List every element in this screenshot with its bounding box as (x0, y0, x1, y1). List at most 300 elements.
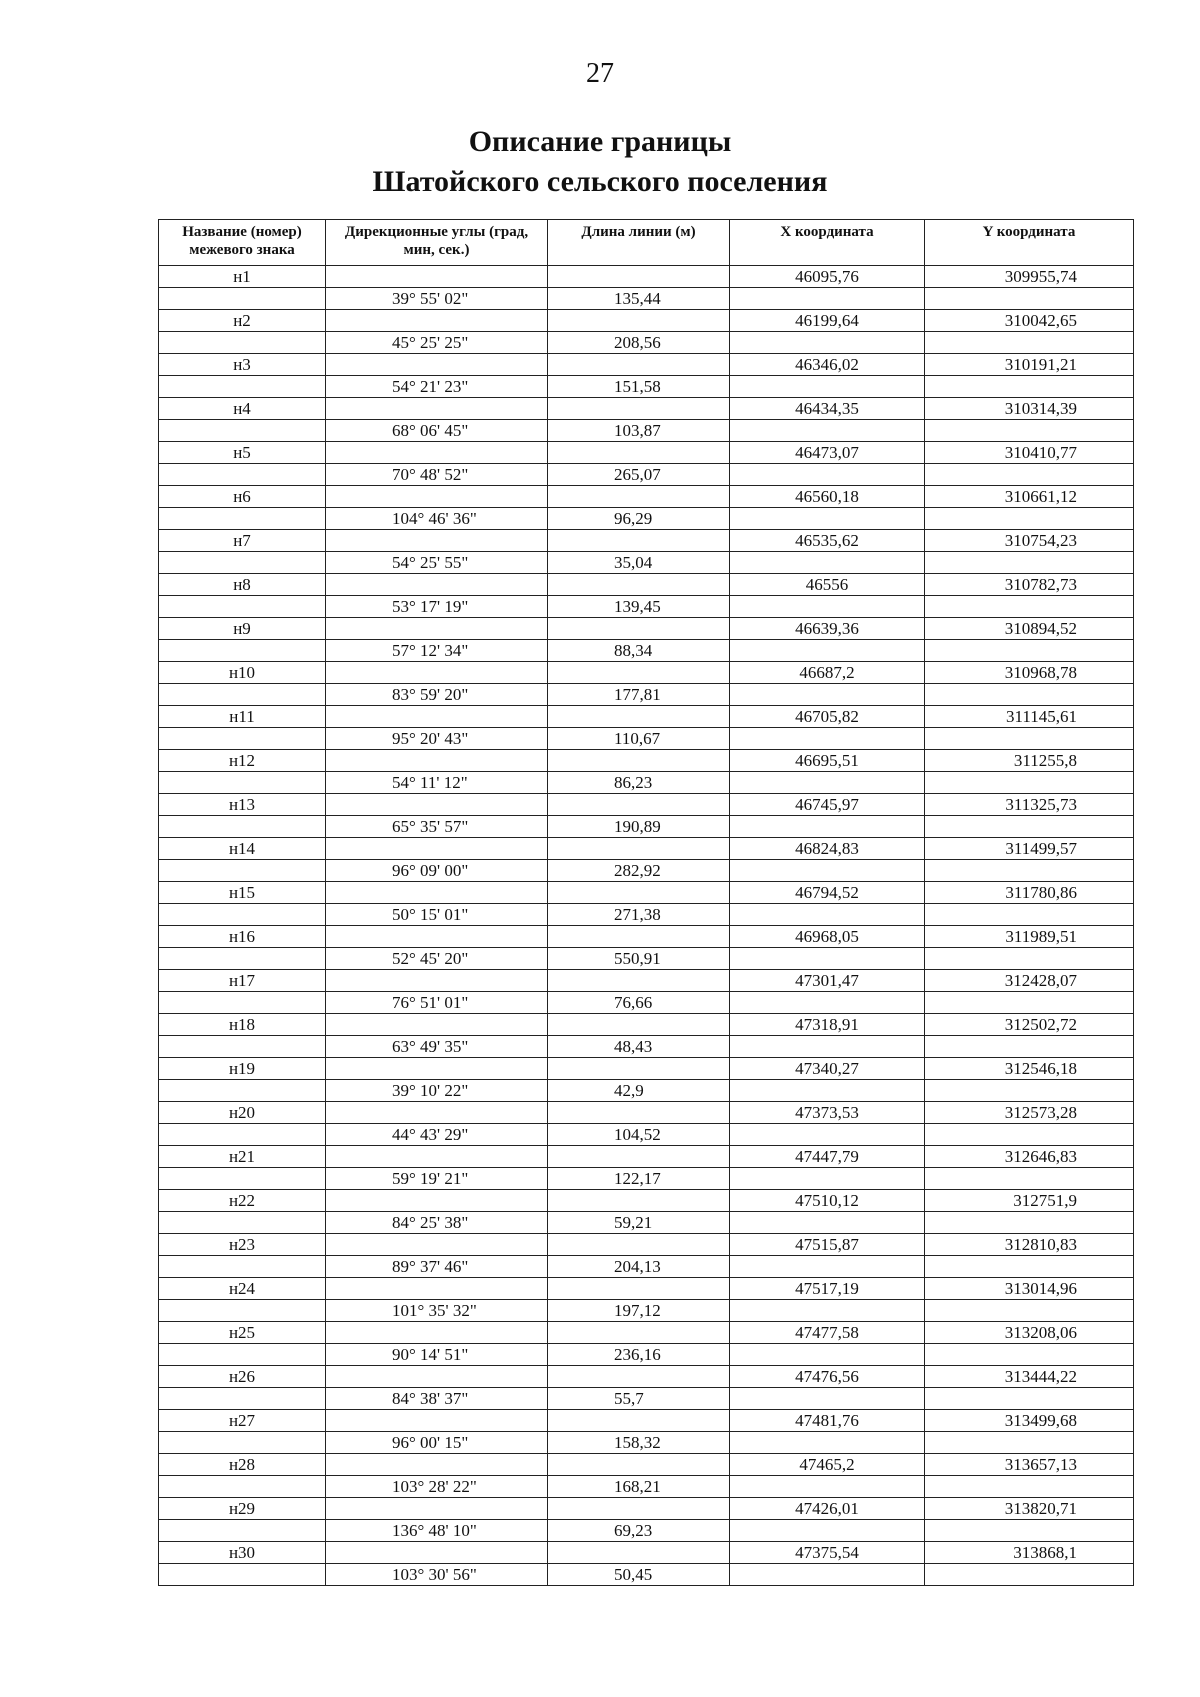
cell-y-coordinate: 310968,78 (925, 662, 1134, 684)
cell-line-length (548, 1102, 730, 1124)
cell-y-coordinate: 313014,96 (925, 1278, 1134, 1300)
cell-bearing: 39° 10' 22" (326, 1080, 548, 1102)
cell-y-coordinate (925, 728, 1134, 750)
cell-bearing (326, 1454, 548, 1476)
cell-y-coordinate: 310314,39 (925, 398, 1134, 420)
cell-line-length (548, 1146, 730, 1168)
table-row (159, 1102, 1134, 1124)
cell-marker-name: н28 (159, 1454, 326, 1476)
table-row (159, 442, 1134, 464)
table-row (159, 1058, 1134, 1080)
header-line-length: Длина линии (м) (548, 220, 730, 266)
boundary-table (158, 219, 1134, 1586)
cell-marker-name: н5 (159, 442, 326, 464)
cell-x-coordinate (730, 684, 925, 706)
table-row (159, 926, 1134, 948)
cell-bearing: 136° 48' 10" (326, 1520, 548, 1542)
cell-line-length: 35,04 (548, 552, 730, 574)
cell-y-coordinate (925, 684, 1134, 706)
cell-marker-name (159, 1476, 326, 1498)
cell-marker-name (159, 1124, 326, 1146)
cell-x-coordinate (730, 332, 925, 354)
header-bearing: Дирекционные углы (град, мин, сек.) (326, 220, 548, 266)
cell-marker-name: н7 (159, 530, 326, 552)
cell-bearing: 101° 35' 32" (326, 1300, 548, 1322)
cell-marker-name: н15 (159, 882, 326, 904)
cell-line-length (548, 1190, 730, 1212)
cell-x-coordinate: 46639,36 (730, 618, 925, 640)
cell-marker-name (159, 860, 326, 882)
cell-y-coordinate (925, 1168, 1134, 1190)
cell-marker-name (159, 1036, 326, 1058)
header-x-coordinate: X координата (730, 220, 925, 266)
cell-line-length (548, 530, 730, 552)
cell-line-length: 135,44 (548, 288, 730, 310)
cell-marker-name: н20 (159, 1102, 326, 1124)
table-row (159, 596, 1134, 618)
table-row (159, 420, 1134, 442)
table-row (159, 486, 1134, 508)
cell-x-coordinate (730, 728, 925, 750)
cell-marker-name (159, 816, 326, 838)
table-row (159, 662, 1134, 684)
cell-y-coordinate (925, 1080, 1134, 1102)
table-row (159, 684, 1134, 706)
cell-y-coordinate (925, 1256, 1134, 1278)
table-row (159, 860, 1134, 882)
cell-x-coordinate (730, 1256, 925, 1278)
cell-marker-name: н16 (159, 926, 326, 948)
cell-y-coordinate: 310191,21 (925, 354, 1134, 376)
cell-bearing: 52° 45' 20" (326, 948, 548, 970)
cell-bearing: 83° 59' 20" (326, 684, 548, 706)
cell-y-coordinate: 311989,51 (925, 926, 1134, 948)
cell-marker-name (159, 596, 326, 618)
table-row (159, 1278, 1134, 1300)
table-row (159, 310, 1134, 332)
cell-line-length: 177,81 (548, 684, 730, 706)
cell-x-coordinate (730, 1168, 925, 1190)
cell-marker-name: н2 (159, 310, 326, 332)
cell-line-length: 236,16 (548, 1344, 730, 1366)
table-row (159, 1234, 1134, 1256)
cell-line-length (548, 266, 730, 288)
cell-marker-name (159, 684, 326, 706)
table-body (159, 266, 1134, 1586)
cell-x-coordinate (730, 508, 925, 530)
cell-line-length: 168,21 (548, 1476, 730, 1498)
cell-x-coordinate: 47477,58 (730, 1322, 925, 1344)
cell-line-length: 197,12 (548, 1300, 730, 1322)
table-row (159, 882, 1134, 904)
cell-marker-name (159, 376, 326, 398)
cell-line-length: 208,56 (548, 332, 730, 354)
cell-marker-name (159, 904, 326, 926)
cell-bearing (326, 926, 548, 948)
cell-y-coordinate (925, 288, 1134, 310)
cell-bearing (326, 1190, 548, 1212)
cell-y-coordinate: 311780,86 (925, 882, 1134, 904)
cell-line-length (548, 1014, 730, 1036)
cell-x-coordinate: 46687,2 (730, 662, 925, 684)
cell-y-coordinate (925, 1344, 1134, 1366)
cell-y-coordinate: 313657,13 (925, 1454, 1134, 1476)
cell-marker-name: н4 (159, 398, 326, 420)
cell-y-coordinate (925, 904, 1134, 926)
cell-line-length (548, 442, 730, 464)
cell-y-coordinate (925, 596, 1134, 618)
cell-bearing: 68° 06' 45" (326, 420, 548, 442)
cell-x-coordinate: 47481,76 (730, 1410, 925, 1432)
table-row (159, 266, 1134, 288)
table-row (159, 1476, 1134, 1498)
cell-x-coordinate: 46794,52 (730, 882, 925, 904)
cell-marker-name: н10 (159, 662, 326, 684)
cell-marker-name (159, 640, 326, 662)
cell-bearing: 95° 20' 43" (326, 728, 548, 750)
cell-y-coordinate (925, 948, 1134, 970)
cell-x-coordinate (730, 772, 925, 794)
cell-y-coordinate: 312573,28 (925, 1102, 1134, 1124)
cell-x-coordinate: 46095,76 (730, 266, 925, 288)
cell-marker-name (159, 1080, 326, 1102)
cell-x-coordinate (730, 1476, 925, 1498)
cell-x-coordinate: 47318,91 (730, 1014, 925, 1036)
cell-y-coordinate (925, 552, 1134, 574)
cell-line-length (548, 1454, 730, 1476)
table-row (159, 1498, 1134, 1520)
cell-bearing: 50° 15' 01" (326, 904, 548, 926)
cell-x-coordinate: 47510,12 (730, 1190, 925, 1212)
cell-bearing (326, 1498, 548, 1520)
cell-marker-name: н24 (159, 1278, 326, 1300)
cell-marker-name (159, 420, 326, 442)
cell-x-coordinate: 47301,47 (730, 970, 925, 992)
cell-marker-name (159, 1300, 326, 1322)
cell-y-coordinate: 312646,83 (925, 1146, 1134, 1168)
table-row (159, 1036, 1134, 1058)
table-row (159, 1146, 1134, 1168)
cell-bearing: 45° 25' 25" (326, 332, 548, 354)
cell-y-coordinate: 310894,52 (925, 618, 1134, 640)
cell-marker-name (159, 772, 326, 794)
cell-bearing: 70° 48' 52" (326, 464, 548, 486)
table-row (159, 464, 1134, 486)
cell-bearing: 84° 25' 38" (326, 1212, 548, 1234)
cell-bearing: 104° 46' 36" (326, 508, 548, 530)
table-row (159, 618, 1134, 640)
cell-bearing (326, 266, 548, 288)
cell-x-coordinate: 47447,79 (730, 1146, 925, 1168)
cell-x-coordinate (730, 1080, 925, 1102)
cell-bearing: 84° 38' 37" (326, 1388, 548, 1410)
table-row (159, 1454, 1134, 1476)
cell-x-coordinate (730, 1344, 925, 1366)
cell-bearing: 59° 19' 21" (326, 1168, 548, 1190)
cell-bearing (326, 970, 548, 992)
cell-bearing (326, 530, 548, 552)
cell-y-coordinate: 311255,8 (925, 750, 1134, 772)
cell-line-length (548, 310, 730, 332)
cell-bearing: 53° 17' 19" (326, 596, 548, 618)
header-row (159, 220, 1134, 266)
cell-y-coordinate: 313444,22 (925, 1366, 1134, 1388)
table-row (159, 1366, 1134, 1388)
cell-bearing (326, 1058, 548, 1080)
cell-line-length (548, 1058, 730, 1080)
cell-y-coordinate (925, 420, 1134, 442)
cell-marker-name: н9 (159, 618, 326, 640)
table-row (159, 574, 1134, 596)
cell-marker-name: н23 (159, 1234, 326, 1256)
cell-marker-name: н1 (159, 266, 326, 288)
cell-bearing: 89° 37' 46" (326, 1256, 548, 1278)
table-row (159, 992, 1134, 1014)
table-row (159, 970, 1134, 992)
cell-bearing (326, 1234, 548, 1256)
cell-marker-name (159, 948, 326, 970)
cell-marker-name: н25 (159, 1322, 326, 1344)
table-row (159, 1124, 1134, 1146)
cell-x-coordinate (730, 1300, 925, 1322)
cell-x-coordinate (730, 1432, 925, 1454)
cell-marker-name: н11 (159, 706, 326, 728)
cell-marker-name (159, 1388, 326, 1410)
cell-line-length (548, 706, 730, 728)
cell-x-coordinate: 47476,56 (730, 1366, 925, 1388)
table-row (159, 1432, 1134, 1454)
cell-bearing (326, 442, 548, 464)
cell-line-length: 86,23 (548, 772, 730, 794)
cell-x-coordinate: 46968,05 (730, 926, 925, 948)
cell-marker-name: н12 (159, 750, 326, 772)
cell-x-coordinate (730, 816, 925, 838)
cell-marker-name: н21 (159, 1146, 326, 1168)
table-row (159, 640, 1134, 662)
table-row (159, 1542, 1134, 1564)
cell-x-coordinate (730, 1564, 925, 1586)
cell-marker-name: н18 (159, 1014, 326, 1036)
table-row (159, 508, 1134, 530)
cell-x-coordinate: 47426,01 (730, 1498, 925, 1520)
table-row (159, 376, 1134, 398)
cell-bearing (326, 1278, 548, 1300)
cell-marker-name (159, 1212, 326, 1234)
table-row (159, 1300, 1134, 1322)
cell-marker-name: н26 (159, 1366, 326, 1388)
cell-line-length: 76,66 (548, 992, 730, 1014)
cell-line-length: 158,32 (548, 1432, 730, 1454)
cell-marker-name: н29 (159, 1498, 326, 1520)
cell-marker-name: н8 (159, 574, 326, 596)
cell-line-length (548, 1366, 730, 1388)
cell-x-coordinate: 46695,51 (730, 750, 925, 772)
cell-line-length: 104,52 (548, 1124, 730, 1146)
cell-x-coordinate (730, 464, 925, 486)
cell-line-length (548, 838, 730, 860)
cell-x-coordinate (730, 1520, 925, 1542)
cell-y-coordinate: 313868,1 (925, 1542, 1134, 1564)
cell-x-coordinate (730, 992, 925, 1014)
cell-bearing (326, 706, 548, 728)
cell-x-coordinate: 46199,64 (730, 310, 925, 332)
cell-y-coordinate: 312428,07 (925, 970, 1134, 992)
cell-line-length: 59,21 (548, 1212, 730, 1234)
cell-bearing (326, 1542, 548, 1564)
cell-y-coordinate (925, 464, 1134, 486)
document-title (0, 122, 1200, 202)
table-row (159, 552, 1134, 574)
cell-x-coordinate (730, 1036, 925, 1058)
cell-line-length: 110,67 (548, 728, 730, 750)
cell-bearing: 63° 49' 35" (326, 1036, 548, 1058)
cell-line-length (548, 1542, 730, 1564)
cell-line-length (548, 970, 730, 992)
cell-line-length: 282,92 (548, 860, 730, 882)
cell-x-coordinate (730, 376, 925, 398)
cell-x-coordinate: 46473,07 (730, 442, 925, 464)
cell-y-coordinate: 310661,12 (925, 486, 1134, 508)
cell-y-coordinate (925, 1212, 1134, 1234)
cell-line-length: 151,58 (548, 376, 730, 398)
cell-bearing (326, 354, 548, 376)
cell-bearing (326, 618, 548, 640)
cell-marker-name (159, 552, 326, 574)
cell-marker-name: н22 (159, 1190, 326, 1212)
cell-x-coordinate: 47517,19 (730, 1278, 925, 1300)
cell-line-length: 96,29 (548, 508, 730, 530)
cell-marker-name: н13 (159, 794, 326, 816)
cell-bearing: 54° 21' 23" (326, 376, 548, 398)
cell-y-coordinate (925, 772, 1134, 794)
table-row (159, 1564, 1134, 1586)
cell-line-length: 139,45 (548, 596, 730, 618)
cell-line-length: 271,38 (548, 904, 730, 926)
cell-y-coordinate (925, 640, 1134, 662)
table-row (159, 1410, 1134, 1432)
cell-x-coordinate: 46535,62 (730, 530, 925, 552)
cell-bearing (326, 1102, 548, 1124)
cell-line-length (548, 926, 730, 948)
cell-line-length (548, 882, 730, 904)
table-row (159, 1168, 1134, 1190)
cell-line-length (548, 486, 730, 508)
cell-x-coordinate (730, 1388, 925, 1410)
cell-marker-name: н27 (159, 1410, 326, 1432)
cell-y-coordinate (925, 1432, 1134, 1454)
table-row (159, 332, 1134, 354)
cell-y-coordinate: 310782,73 (925, 574, 1134, 596)
table-row (159, 772, 1134, 794)
table-row (159, 288, 1134, 310)
cell-y-coordinate (925, 1564, 1134, 1586)
cell-bearing: 96° 00' 15" (326, 1432, 548, 1454)
cell-x-coordinate: 47515,87 (730, 1234, 925, 1256)
cell-x-coordinate (730, 552, 925, 574)
cell-marker-name (159, 1564, 326, 1586)
table-row (159, 706, 1134, 728)
cell-y-coordinate (925, 1036, 1134, 1058)
cell-marker-name (159, 1168, 326, 1190)
table-row (159, 1212, 1134, 1234)
cell-marker-name: н3 (159, 354, 326, 376)
header-y-coordinate: Y координата (925, 220, 1134, 266)
cell-y-coordinate: 311499,57 (925, 838, 1134, 860)
cell-line-length: 190,89 (548, 816, 730, 838)
cell-bearing (326, 1322, 548, 1344)
cell-x-coordinate: 46745,97 (730, 794, 925, 816)
cell-y-coordinate (925, 992, 1134, 1014)
cell-marker-name: н30 (159, 1542, 326, 1564)
cell-line-length: 204,13 (548, 1256, 730, 1278)
cell-bearing (326, 398, 548, 420)
cell-marker-name: н17 (159, 970, 326, 992)
cell-x-coordinate (730, 640, 925, 662)
table-row (159, 904, 1134, 926)
cell-x-coordinate: 46556 (730, 574, 925, 596)
cell-x-coordinate (730, 596, 925, 618)
cell-bearing: 103° 30' 56" (326, 1564, 548, 1586)
cell-y-coordinate (925, 1300, 1134, 1322)
cell-bearing (326, 574, 548, 596)
cell-bearing (326, 838, 548, 860)
cell-y-coordinate (925, 1388, 1134, 1410)
cell-bearing (326, 1146, 548, 1168)
cell-line-length: 122,17 (548, 1168, 730, 1190)
cell-line-length: 265,07 (548, 464, 730, 486)
table-header (159, 220, 1134, 266)
cell-bearing (326, 662, 548, 684)
table-row (159, 1014, 1134, 1036)
table-row (159, 794, 1134, 816)
cell-line-length (548, 750, 730, 772)
cell-marker-name (159, 1520, 326, 1542)
cell-y-coordinate (925, 332, 1134, 354)
cell-line-length (548, 354, 730, 376)
cell-line-length (548, 398, 730, 420)
cell-bearing (326, 310, 548, 332)
cell-marker-name (159, 1256, 326, 1278)
cell-y-coordinate (925, 376, 1134, 398)
cell-bearing: 54° 25' 55" (326, 552, 548, 574)
cell-y-coordinate: 310754,23 (925, 530, 1134, 552)
cell-y-coordinate: 311325,73 (925, 794, 1134, 816)
cell-marker-name: н14 (159, 838, 326, 860)
cell-x-coordinate (730, 420, 925, 442)
cell-bearing (326, 1410, 548, 1432)
cell-bearing: 54° 11' 12" (326, 772, 548, 794)
cell-y-coordinate: 312751,9 (925, 1190, 1134, 1212)
cell-marker-name (159, 1344, 326, 1366)
cell-bearing: 39° 55' 02" (326, 288, 548, 310)
table-row (159, 1190, 1134, 1212)
cell-marker-name (159, 992, 326, 1014)
cell-x-coordinate: 46824,83 (730, 838, 925, 860)
table-row (159, 838, 1134, 860)
cell-y-coordinate: 312810,83 (925, 1234, 1134, 1256)
cell-marker-name: н19 (159, 1058, 326, 1080)
cell-bearing: 76° 51' 01" (326, 992, 548, 1014)
cell-line-length (548, 1278, 730, 1300)
cell-bearing: 96° 09' 00" (326, 860, 548, 882)
cell-x-coordinate: 47465,2 (730, 1454, 925, 1476)
table-row (159, 750, 1134, 772)
table-row (159, 1256, 1134, 1278)
cell-line-length: 55,7 (548, 1388, 730, 1410)
cell-marker-name (159, 464, 326, 486)
title-line-2: Шатойского сельского поселения (372, 165, 828, 198)
cell-bearing (326, 1366, 548, 1388)
